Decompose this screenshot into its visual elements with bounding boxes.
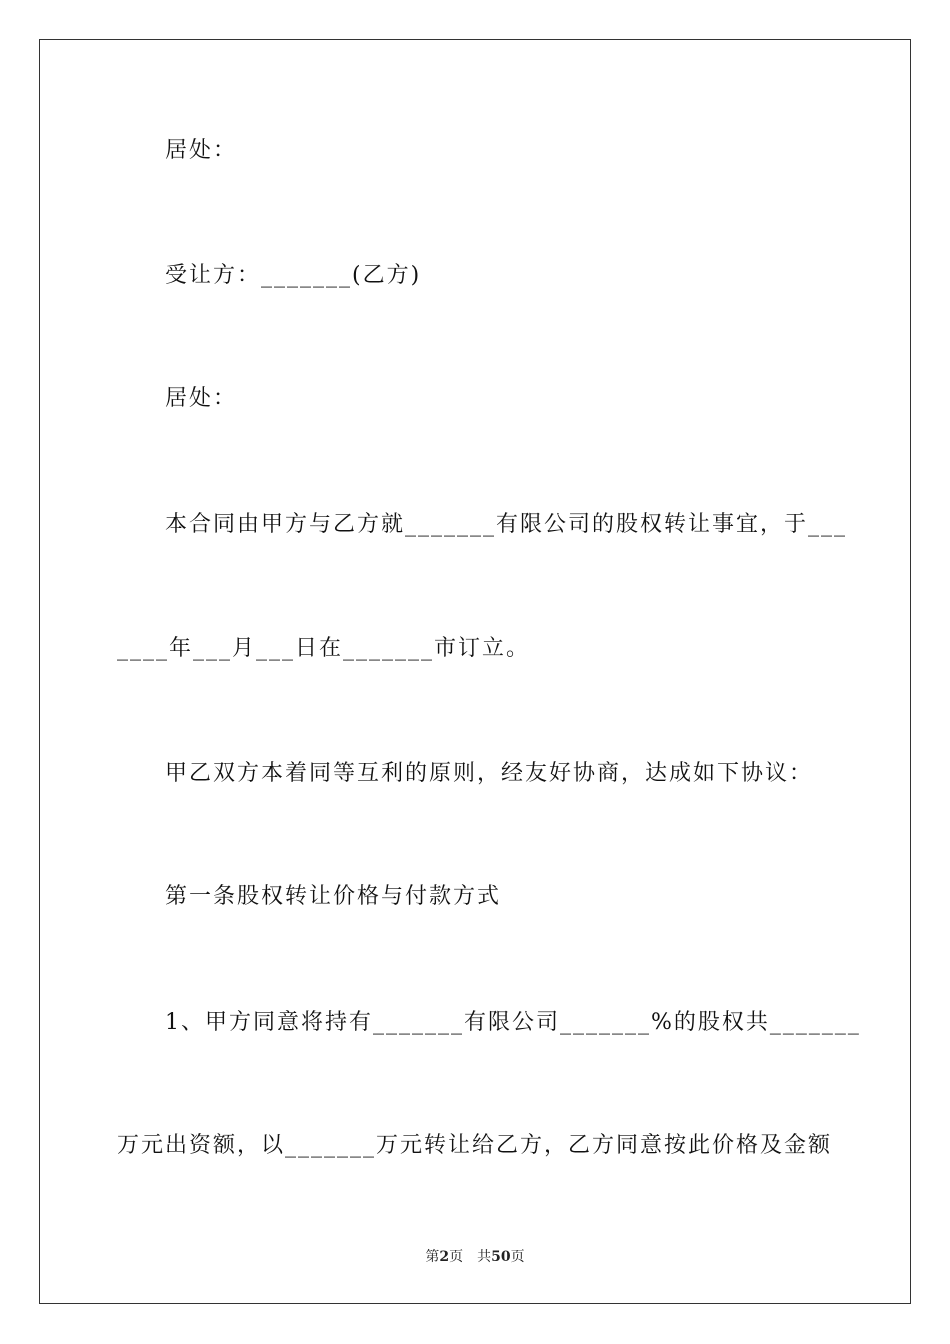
contract-date-line: ____年___月___日在_______市订立。 <box>117 636 531 661</box>
contract-intro-line: 本合同由甲方与乙方就_______有限公司的股权转让事宜，于___ <box>165 512 848 537</box>
clause-one-line-2: 万元出资额，以_______万元转让给乙方，乙方同意按此价格及金额 <box>117 1133 833 1158</box>
article-one-heading: 第一条股权转让价格与付款方式 <box>165 884 502 909</box>
footer-total-prefix: 共 <box>477 1249 492 1265</box>
footer-page-mid: 页 <box>449 1249 464 1265</box>
footer-page-total: 50 <box>491 1249 511 1265</box>
page-border <box>39 39 911 1304</box>
residence-line-1: 居处： <box>165 138 238 163</box>
footer-page-prefix: 第 <box>425 1249 440 1265</box>
clause-one-line-1: 1、甲方同意将持有_______有限公司_______%的股权共_______ <box>165 1010 861 1035</box>
agreement-principle-line: 甲乙双方本着同等互利的原则，经友好协商，达成如下协议： <box>165 761 814 786</box>
residence-line-2: 居处： <box>165 386 238 411</box>
page-footer <box>0 1247 950 1267</box>
footer-total-suffix: 页 <box>510 1249 525 1265</box>
transferee-line: 受让方：_______(乙方) <box>165 263 422 288</box>
footer-page-current: 2 <box>439 1249 450 1265</box>
